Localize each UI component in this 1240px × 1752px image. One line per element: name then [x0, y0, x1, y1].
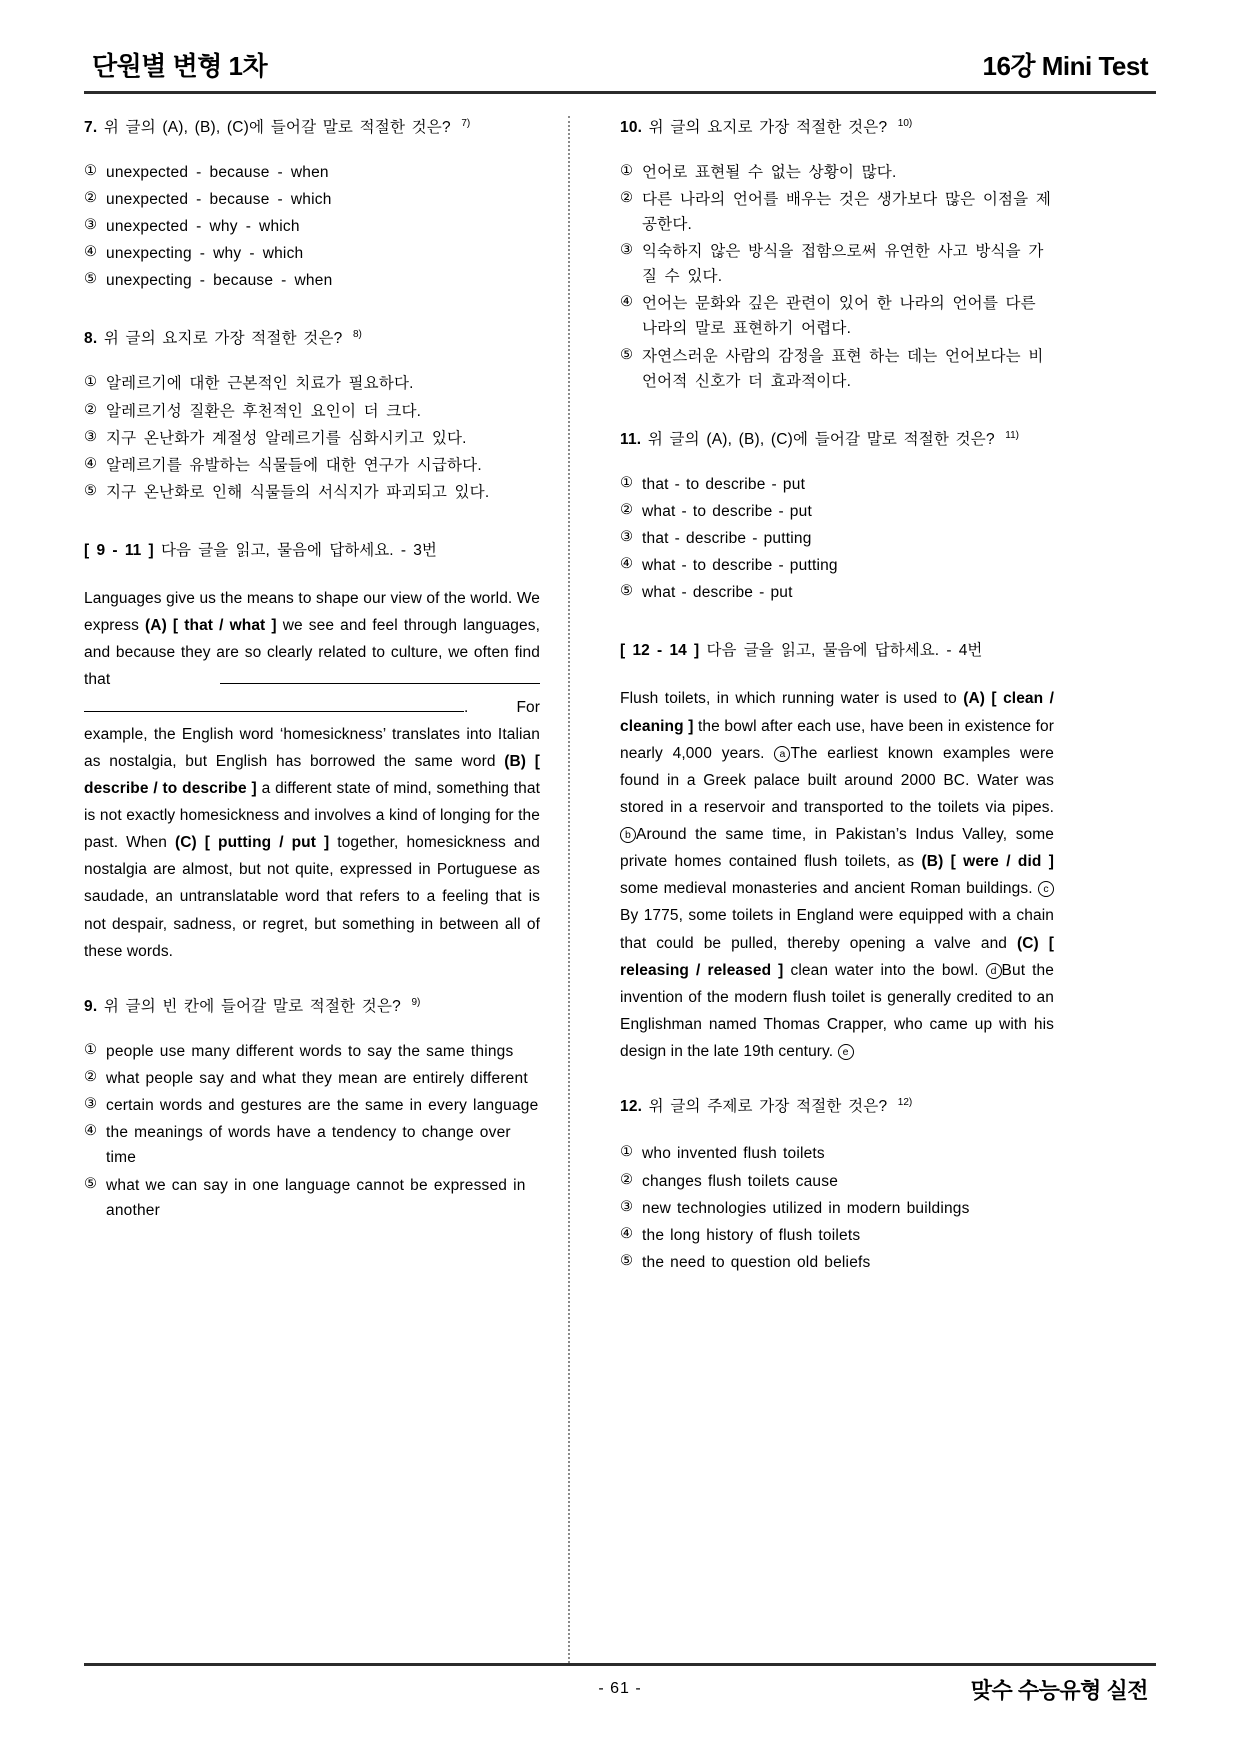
passage-12-14-range: [ 12 - 14 ] [620, 642, 700, 660]
choice-marker: ⑤ [620, 1252, 633, 1269]
choice-label: unexpecting - because - when [106, 272, 333, 290]
choice-item[interactable] [84, 480, 540, 505]
question-8-text: 위 글의 요지로 가장 적절한 것은? [103, 330, 343, 348]
header-right-title: 16강 Mini Test [982, 51, 1148, 81]
choice-marker: ① [620, 474, 633, 491]
choice-label: what people say and what they mean are entirely different [106, 1070, 528, 1088]
question-11 [620, 428, 1054, 606]
choice-marker: ② [620, 189, 633, 206]
passage-text-part: Around the same time, in Pakistan’s Indus Valley, some private homes contained flush toilets, as [620, 826, 1054, 871]
question-12-footnote: 12) [897, 1097, 913, 1109]
choice-marker: ③ [84, 1096, 97, 1113]
question-7-stem [84, 116, 540, 140]
question-8-footnote: 8) [352, 329, 362, 341]
question-12 [620, 1095, 1054, 1275]
choice-label: 언어는 문화와 깊은 관련이 있어 한 나라의 언어를 다른 나라의 말로 표현하기 어렵다. [642, 295, 1036, 338]
choice-label: the meanings of words have a tendency to change over time [106, 1124, 511, 1167]
question-9-footnote: 9) [411, 996, 421, 1008]
choice-item[interactable] [620, 553, 1054, 578]
question-12-choices [620, 1141, 1054, 1275]
circled-letter-d-icon: d [986, 963, 1002, 979]
choice-label: unexpected - because - when [106, 163, 329, 181]
page-number: - 61 - [598, 1680, 642, 1697]
circled-letter-c-icon: c [1038, 881, 1054, 897]
choice-item[interactable] [84, 371, 540, 396]
choice-marker: ① [84, 1041, 97, 1058]
passage-12-14-body [620, 685, 1054, 1065]
passage-12-14-heading [620, 639, 1054, 663]
passage-text-part: . For example, the English word ‘homesickness’ translates into Italian as nostalgia, but English has borrowed the same word [84, 698, 540, 770]
choice-marker: ④ [84, 1123, 97, 1140]
choice-marker: ② [84, 189, 97, 206]
question-10-text: 위 글의 요지로 가장 적절한 것은? [648, 118, 888, 136]
passage-9-11-range: [ 9 - 11 ] [84, 542, 154, 560]
question-10 [620, 116, 1054, 394]
choice-marker: ④ [84, 244, 97, 261]
choice-marker: ③ [620, 242, 633, 259]
passage-bold-choice-a: (A) [ clean / cleaning ] [620, 690, 1054, 735]
left-column [84, 116, 554, 1663]
header-divider-rule [84, 91, 1156, 94]
passage-text-part: Languages give us the means to shape our view of the world. We express [84, 590, 540, 635]
choice-label: the need to question old beliefs [642, 1253, 871, 1271]
question-9-number: 9. [84, 997, 98, 1015]
choice-label: 알레르기를 유발하는 식물들에 대한 연구가 시급하다. [106, 456, 482, 474]
choice-item[interactable] [620, 239, 1054, 289]
passage-text-part: we see and feel through languages, and because they are so clearly related to culture, we often find that [84, 617, 540, 689]
passage-9-11-body [84, 585, 540, 965]
choice-label: 지구 온난화가 계절성 알레르기를 심화시키고 있다. [106, 429, 467, 447]
choice-item[interactable] [620, 344, 1054, 394]
choice-label: changes flush toilets cause [642, 1172, 839, 1190]
passage-bold-choice-a: (A) [ that / what ] [145, 617, 277, 635]
question-10-stem [620, 116, 1054, 140]
question-9-stem [84, 995, 540, 1019]
choice-item[interactable] [84, 187, 540, 212]
choice-label: what - to describe - put [642, 503, 812, 521]
choice-marker: ⑤ [620, 346, 633, 363]
choice-label: 언어로 표현될 수 없는 상황이 많다. [642, 163, 897, 181]
choice-label: who invented flush toilets [642, 1145, 825, 1163]
choice-label: people use many different words to say the same things [106, 1042, 514, 1060]
right-column [584, 116, 1054, 1663]
choice-marker: ③ [620, 529, 633, 546]
choice-item[interactable] [620, 1196, 1054, 1221]
choice-item[interactable] [84, 399, 540, 424]
choice-marker: ④ [84, 455, 97, 472]
choice-item[interactable] [620, 187, 1054, 237]
passage-9-11-heading [84, 539, 540, 563]
choice-marker: ③ [84, 216, 97, 233]
footer-brand: 맞수 수능유형 실전 [970, 1677, 1148, 1703]
question-8-choices [84, 371, 540, 505]
choice-item[interactable] [84, 453, 540, 478]
choice-label: certain words and gestures are the same in every language [106, 1097, 539, 1115]
choice-marker: ⑤ [620, 583, 633, 600]
choice-marker: ④ [620, 1225, 633, 1242]
choice-marker: ② [84, 401, 97, 418]
choice-item[interactable] [620, 1250, 1054, 1275]
question-11-footnote: 11) [1005, 429, 1019, 441]
question-7-choices [84, 160, 540, 294]
passage-text-part: The earliest known examples were found in a Greek palace built around 2000 BC. Water was stored in a reservoir and transported to the toilets via pipes. [620, 744, 1054, 816]
passage-text-part: clean water into the bowl. [783, 961, 986, 979]
question-9 [84, 995, 540, 1223]
choice-marker: ④ [620, 556, 633, 573]
choice-item[interactable] [84, 1173, 540, 1223]
choice-label: unexpected - why - which [106, 217, 300, 235]
question-10-number: 10. [620, 118, 643, 136]
passage-text-part: a different state of mind, something that is not exactly homesickness and involves a kind of longing for the past. When [84, 779, 540, 852]
choice-item[interactable] [84, 1066, 540, 1091]
choice-item[interactable] [84, 1039, 540, 1064]
choice-label: that - to describe - put [642, 475, 806, 493]
choice-label: 자연스러운 사람의 감정을 표현 하는 데는 언어보다는 비언어적 신호가 더 효과적이다. [642, 347, 1044, 390]
question-8 [84, 327, 540, 505]
question-12-stem [620, 1095, 1054, 1119]
question-7 [84, 116, 540, 294]
passage-text-part: some medieval monasteries and ancient Roman buildings. [620, 880, 1038, 898]
circled-letter-a-icon: a [774, 746, 790, 762]
choice-item[interactable] [84, 426, 540, 451]
question-7-text: 위 글의 (A), (B), (C)에 들어갈 말로 적절한 것은? [103, 118, 451, 136]
choice-marker: ① [84, 162, 97, 179]
choice-marker: ① [620, 162, 633, 179]
question-7-number: 7. [84, 118, 98, 136]
choice-item[interactable] [620, 1223, 1054, 1248]
choice-label: what - to describe - putting [642, 557, 838, 575]
choice-marker: ③ [620, 1198, 633, 1215]
choice-marker: ① [620, 1144, 633, 1161]
choice-item[interactable] [620, 160, 1054, 185]
choice-label: new technologies utilized in modern buildings [642, 1199, 970, 1217]
choice-item[interactable] [84, 214, 540, 239]
passage-12-14-instruction: 다음 글을 읽고, 물음에 답하세요. [706, 642, 940, 660]
passage-text-part: Flush toilets, in which running water is used to [620, 690, 964, 708]
passage-9-11-suffix: - 3번 [400, 542, 437, 560]
choice-item[interactable] [620, 1169, 1054, 1194]
question-12-number: 12. [620, 1098, 643, 1116]
question-11-choices [620, 472, 1054, 606]
choice-item[interactable] [84, 160, 540, 185]
choice-label: unexpected - because - which [106, 190, 332, 208]
choice-item[interactable] [84, 1120, 540, 1170]
choice-marker: ⑤ [84, 1175, 97, 1192]
question-10-choices [620, 160, 1054, 394]
question-9-text: 위 글의 빈 칸에 들어갈 말로 적절한 것은? [103, 997, 401, 1015]
choice-marker: ③ [84, 428, 97, 445]
choice-label: unexpecting - why - which [106, 245, 304, 263]
question-10-footnote: 10) [897, 117, 913, 129]
choice-label: that - describe - putting [642, 530, 812, 548]
choice-item[interactable] [620, 1141, 1054, 1166]
choice-label: 지구 온난화로 인해 식물들의 서식지가 파괴되고 있다. [106, 483, 490, 501]
question-8-stem [84, 327, 540, 351]
column-divider [568, 116, 570, 1663]
passage-12-14-suffix: - 4번 [946, 642, 983, 660]
choice-item[interactable] [84, 241, 540, 266]
question-8-number: 8. [84, 330, 98, 348]
choice-marker: ④ [620, 294, 633, 311]
passage-9-11-instruction: 다음 글을 읽고, 물음에 답하세요. [161, 542, 394, 560]
passage-bold-choice-b: (B) [ were / did ] [921, 853, 1054, 871]
two-column-body [84, 116, 1156, 1663]
passage-text-part: But the invention of the modern flush toilet is generally credited to an Englishman named Thomas Crapper, who came up with his design in the late 19th century. [620, 961, 1054, 1061]
choice-item[interactable] [84, 1093, 540, 1118]
choice-label: 다른 나라의 언어를 배우는 것은 생가보다 많은 이점을 제공한다. [642, 190, 1052, 233]
choice-item[interactable] [620, 472, 1054, 497]
question-11-number: 11. [620, 430, 642, 448]
choice-label: what - describe - put [642, 584, 793, 602]
choice-item[interactable] [620, 499, 1054, 524]
choice-marker: ⑤ [84, 482, 97, 499]
choice-marker: ② [620, 1171, 633, 1188]
question-11-stem [620, 428, 1054, 452]
choice-label: 알레르기에 대한 근본적인 치료가 필요하다. [106, 375, 414, 393]
choice-marker: ① [84, 374, 97, 391]
passage-blank-underline [84, 711, 464, 712]
choice-marker: ② [84, 1069, 97, 1086]
choice-marker: ② [620, 502, 633, 519]
choice-item[interactable] [84, 268, 540, 293]
header-left-title: 단원별 변형 1차 [92, 51, 268, 81]
passage-text-part: By 1775, some toilets in England were equipped with a chain that could be pulled, thereby opening a valve and [620, 907, 1054, 952]
passage-blank-underline [220, 683, 540, 684]
passage-bold-choice-c: (C) [ releasing / released ] [620, 934, 1054, 979]
page-footer [84, 1666, 1156, 1712]
choice-marker: ⑤ [84, 271, 97, 288]
passage-text-part: the bowl after each use, have been in existence for nearly 4,000 years. [620, 717, 1054, 762]
page-header [84, 52, 1156, 91]
choice-label: 알레르기성 질환은 후천적인 요인이 더 크다. [106, 402, 422, 420]
passage-text-part: together, homesickness and nostalgia are almost, but not quite, expressed in Portuguese as saudade, an untranslatable word that refers to a feeling that is not despair, sadness, or regret, but something in between all of these words. [84, 834, 540, 960]
passage-bold-choice-c: (C) [ putting / put ] [174, 834, 330, 852]
question-9-choices [84, 1039, 540, 1223]
question-11-text: 위 글의 (A), (B), (C)에 들어갈 말로 적절한 것은? [647, 430, 995, 448]
choice-item[interactable] [620, 580, 1054, 605]
passage-bold-choice-b: (B) [ describe / to describe ] [84, 752, 540, 797]
choice-item[interactable] [620, 526, 1054, 551]
choice-item[interactable] [620, 291, 1054, 341]
choice-label: 익숙하지 않은 방식을 접함으로써 유연한 사고 방식을 가질 수 있다. [642, 243, 1044, 286]
choice-label: the long history of flush toilets [642, 1226, 861, 1244]
choice-label: what we can say in one language cannot be expressed in another [106, 1176, 526, 1219]
question-12-text: 위 글의 주제로 가장 적절한 것은? [648, 1098, 888, 1116]
circled-letter-e-icon: e [838, 1044, 854, 1060]
question-7-footnote: 7) [461, 117, 471, 129]
circled-letter-b-icon: b [620, 827, 636, 843]
